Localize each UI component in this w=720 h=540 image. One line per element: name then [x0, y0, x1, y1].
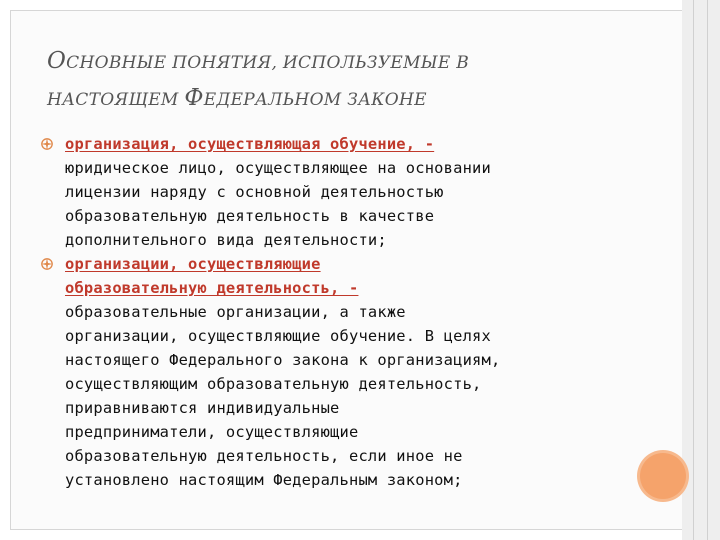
- title-drop-cap-2: Ф: [184, 85, 204, 111]
- right-decor-line-2: [707, 0, 708, 540]
- compass-star-icon: [40, 137, 54, 151]
- definition-item: [40, 252, 640, 492]
- definition-line: предприниматели, осуществляющие: [65, 423, 359, 441]
- definition-line: приравниваются индивидуальные: [65, 399, 340, 417]
- accent-circle: [640, 453, 686, 499]
- definition-line: осуществляющим образовательную деятельность,: [65, 375, 482, 393]
- definition-term-line-2: образовательную деятельность, -: [65, 279, 359, 297]
- definition-term: организация, осуществляющая обучение, -: [65, 135, 435, 153]
- title-drop-cap: О: [47, 48, 67, 74]
- definitions-list: [40, 132, 640, 492]
- right-decor-line: [693, 0, 694, 540]
- definition-term-line-1: организации, осуществляющие: [65, 255, 321, 273]
- definition-line: дополнительного вида деятельности;: [65, 231, 387, 249]
- definition-line: установлено настоящим Федеральным законом;: [65, 471, 463, 489]
- slide-title: [47, 44, 647, 118]
- definition-line: юридическое лицо, осуществляющее на основании: [65, 159, 491, 177]
- definition-item: [40, 132, 640, 252]
- compass-star-icon: [40, 257, 54, 271]
- title-line-2-prefix: НАСТОЯЩЕМ: [47, 90, 185, 110]
- right-decor-band: [682, 0, 720, 540]
- definition-line: организации, осуществляющие обучение. В целях: [65, 327, 491, 345]
- title-line-1: [47, 44, 647, 81]
- title-line-2: [47, 81, 647, 118]
- definition-line: лицензии наряду с основной деятельностью: [65, 183, 444, 201]
- definition-line: образовательные организации, а также: [65, 303, 406, 321]
- title-line-1-text: СНОВНЫЕ ПОНЯТИЯ, ИСПОЛЬЗУЕМЫЕ В: [66, 53, 470, 73]
- title-line-2-text: ЕДЕРАЛЬНОМ ЗАКОНЕ: [203, 90, 427, 110]
- definition-line: настоящего Федерального закона к организациям,: [65, 351, 501, 369]
- definition-line: образовательную деятельность, если иное не: [65, 447, 463, 465]
- definition-line: образовательную деятельность в качестве: [65, 207, 435, 225]
